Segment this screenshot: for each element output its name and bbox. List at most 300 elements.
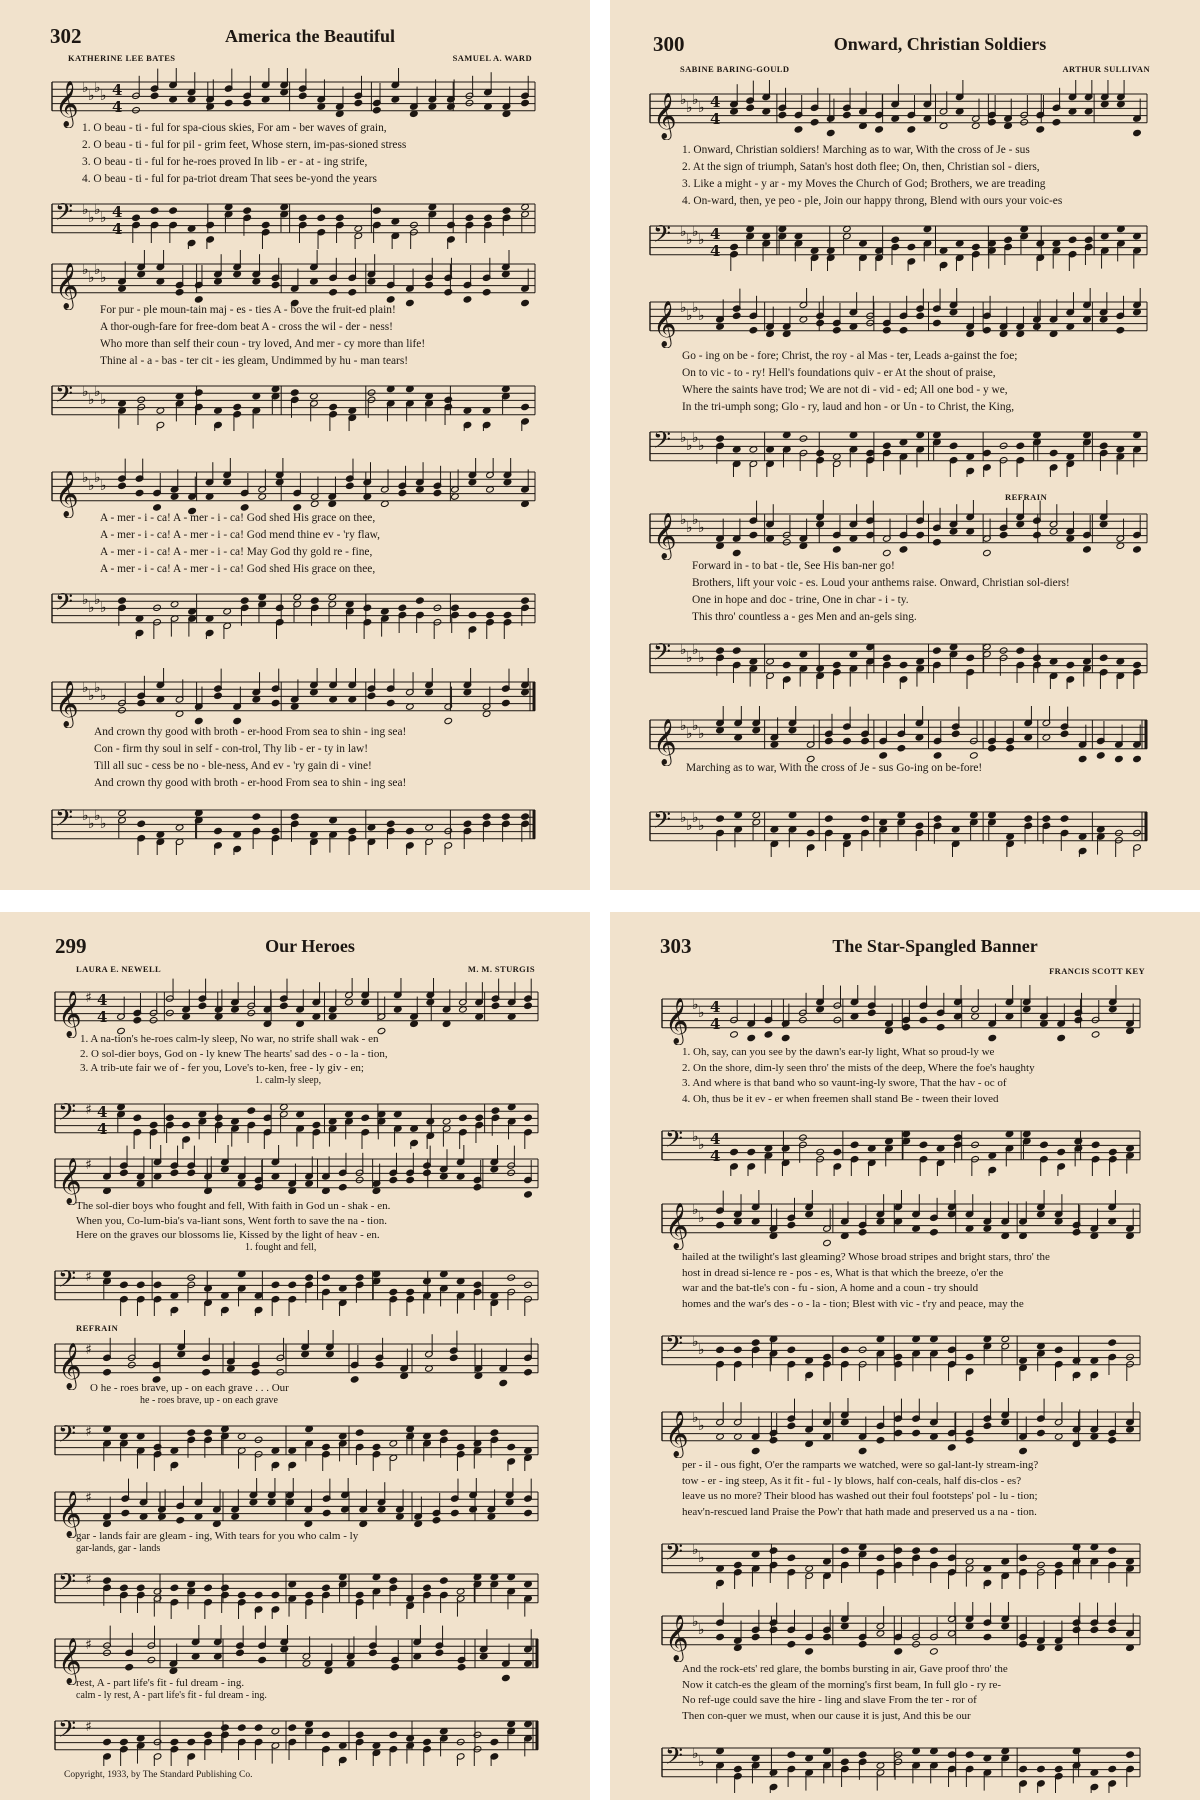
note-head [502, 207, 511, 214]
music-staff [0, 250, 545, 310]
hymn-title: Onward, Christian Soldiers [833, 34, 1047, 54]
note-head [276, 1369, 285, 1376]
flat-icon: ♭ [692, 1410, 699, 1426]
note-head [490, 1429, 499, 1436]
music-staff [590, 1117, 1150, 1177]
note-head [1099, 442, 1108, 449]
note-head [389, 1176, 398, 1183]
flat-icon: ♭ [100, 270, 107, 286]
note-head [787, 1641, 796, 1648]
note-head [491, 1107, 500, 1114]
bass-clef-icon: 𝄢 [58, 1715, 77, 1748]
note-head [1033, 531, 1042, 538]
note-head [507, 1274, 516, 1281]
note-head [194, 389, 203, 396]
note-head [463, 296, 472, 303]
note-head [423, 1738, 432, 1745]
lyric-line: 2. On the shore, dim-ly seen thro' the mists of the deep, Where the foe's haughty [682, 1061, 1035, 1074]
note-head [781, 1034, 790, 1041]
note-head [916, 531, 925, 538]
hymn-title: The Star-Spangled Banner [832, 936, 1038, 956]
flat-icon: ♭ [692, 718, 699, 734]
note-head [833, 1016, 842, 1023]
lyric-line: And crown thy good with broth - er-hood From sea to shin - ing sea! [94, 726, 407, 738]
note-head [983, 549, 992, 556]
flat-icon: ♭ [686, 818, 693, 834]
music-staff [0, 1560, 548, 1620]
flat-icon: ♭ [94, 470, 101, 486]
note-head [346, 482, 355, 489]
bass-clef-icon: 𝄢 [58, 1265, 77, 1298]
note-head [310, 597, 319, 604]
note-head [149, 1121, 158, 1128]
flat-icon: ♭ [82, 680, 89, 696]
note-head [355, 1731, 364, 1738]
hymn-number: 299 [55, 934, 87, 958]
note-head [118, 482, 127, 489]
note-head [716, 1633, 725, 1640]
note-head [915, 822, 924, 829]
music-staff [0, 1707, 548, 1767]
note-head [524, 1114, 533, 1121]
note-head [127, 1361, 136, 1368]
flat-icon: ♭ [686, 650, 693, 666]
note-head [499, 1379, 508, 1386]
note-head [1115, 829, 1124, 836]
note-head [372, 1443, 381, 1450]
flat-icon: ♭ [94, 80, 101, 96]
note-head [858, 1346, 867, 1353]
note-head [1126, 1751, 1135, 1758]
note-head [423, 1169, 432, 1176]
time-signature: 4 [710, 1146, 721, 1165]
lyric-line: Till all suc - cess be no - ble-ness, And ev - 'ry gain di - vine! [94, 760, 372, 772]
lyric-line: A thor-ough-fare for free-dom beat A - cross the wil - der - ness! [100, 321, 393, 333]
note-head [778, 111, 787, 118]
note-head [746, 104, 755, 111]
note-head [1054, 1765, 1063, 1772]
lyric-line: This thro' countless a - ges Men and an-gels sing. [692, 611, 917, 623]
note-head [716, 1221, 725, 1228]
note-head [965, 1437, 974, 1444]
note-head [769, 1626, 778, 1633]
note-head [444, 396, 453, 403]
note-head [329, 289, 338, 296]
note-head [734, 1561, 743, 1568]
lyric-line: The sol-dier boys who fought and fell, With faith in God un - shak - en. [76, 1200, 391, 1212]
note-head [258, 1656, 267, 1663]
note-head [1042, 815, 1051, 822]
note-head [254, 1436, 263, 1443]
note-head [875, 126, 884, 133]
note-head [965, 1751, 974, 1758]
lyric-line: rest, A - part life's fit - ful dream - ing. [76, 1677, 245, 1689]
lyric-line: gar - lands fair are gleam - ing, With tears for you who calm - ly [76, 1530, 359, 1542]
note-head [132, 214, 141, 221]
note-head [988, 745, 997, 752]
note-head [1108, 1626, 1117, 1633]
flat-icon: ♭ [680, 224, 687, 240]
note-head [214, 1114, 223, 1121]
note-head [1116, 327, 1125, 334]
note-head [876, 1437, 885, 1444]
note-head [204, 1731, 213, 1738]
note-head [823, 1353, 832, 1360]
note-head [348, 827, 357, 834]
note-head [988, 1034, 997, 1041]
note-head [243, 99, 252, 106]
note-head [1040, 1141, 1049, 1148]
treble-clef-icon: 𝄞 [58, 1342, 82, 1389]
bass-clef-icon: 𝄢 [55, 198, 74, 231]
note-head [1133, 829, 1142, 836]
note-head [954, 1134, 963, 1141]
treble-clef-icon: 𝄞 [55, 680, 79, 727]
note-head [794, 126, 803, 133]
music-credit: ARTHUR SULLIVAN [1062, 64, 1150, 74]
note-head [971, 1141, 980, 1148]
note-head [166, 1009, 175, 1016]
flat-icon: ♭ [698, 650, 705, 666]
music-staff [590, 1322, 1150, 1382]
treble-clef-icon: 𝄞 [653, 300, 677, 347]
music-staff [0, 1257, 548, 1317]
note-head [747, 1034, 756, 1041]
note-head [858, 1447, 867, 1454]
note-head [355, 1429, 364, 1436]
note-head [947, 1346, 956, 1353]
bass-clef-icon: 𝄢 [58, 1568, 77, 1601]
time-signature: 4 [112, 203, 123, 221]
music-credit: M. M. STURGIS [467, 964, 535, 974]
bass-clef-icon: 𝄢 [58, 1098, 77, 1131]
note-head [389, 1577, 398, 1584]
note-head [861, 737, 870, 744]
music-staff [0, 1090, 548, 1150]
flat-icon: ♭ [686, 100, 693, 116]
flat-icon: ♭ [94, 592, 101, 608]
note-head [271, 281, 280, 288]
note-head [999, 531, 1008, 538]
note-head [983, 1422, 992, 1429]
note-head [933, 815, 942, 822]
lyric-line: 3. Like a might - y ar - my Moves the Church of God; Brothers, we are treading [682, 178, 1046, 190]
flat-icon: ♭ [698, 1754, 705, 1770]
flat-icon: ♭ [692, 1202, 699, 1218]
flat-icon: ♭ [88, 816, 95, 832]
note-head [198, 1002, 207, 1009]
note-head [305, 1591, 314, 1598]
note-head [970, 752, 979, 759]
flat-icon: ♭ [692, 997, 699, 1013]
note-head [799, 1134, 808, 1141]
note-head [782, 661, 791, 668]
flat-icon: ♭ [94, 202, 101, 218]
note-head [322, 1509, 331, 1516]
note-head [187, 1169, 196, 1176]
note-head [1108, 1339, 1117, 1346]
flat-icon: ♭ [692, 1129, 699, 1145]
note-head [137, 820, 146, 827]
words-credit: SABINE BARING-GOULD [680, 64, 790, 74]
note-head [133, 1017, 142, 1024]
flat-icon: ♭ [680, 718, 687, 734]
note-head [861, 815, 870, 822]
lyric-line: One in hope and doc - trine, One in char - i - ty. [692, 594, 909, 606]
note-head [1019, 1554, 1028, 1561]
note-head [524, 1002, 533, 1009]
flat-icon: ♭ [88, 392, 95, 408]
note-head [1033, 654, 1042, 661]
bass-clef-icon: 𝄢 [55, 380, 74, 413]
note-head [280, 1002, 289, 1009]
flat-icon: ♭ [100, 600, 107, 616]
lyric-line: 2. At the sign of triumph, Satan's host doth flee; On, then, Christian sol - diers, [682, 161, 1040, 173]
note-head [254, 1591, 263, 1598]
note-head [912, 1547, 921, 1554]
note-head [502, 1674, 511, 1681]
flat-icon: ♭ [100, 478, 107, 494]
flat-icon: ♭ [88, 688, 95, 704]
flat-icon: ♭ [88, 210, 95, 226]
sharp-icon: ♯ [85, 1424, 92, 1440]
note-head [367, 692, 376, 699]
note-head [187, 1738, 196, 1745]
lyric-line: 2. O sol-dier boys, God on - ly knew The hearts' sad des - o - la - tion, [80, 1047, 388, 1060]
note-head [444, 289, 453, 296]
note-head [240, 597, 249, 604]
note-head [799, 435, 808, 442]
note-head [221, 1724, 230, 1731]
note-head [810, 119, 819, 126]
note-head [263, 1114, 272, 1121]
flat-icon: ♭ [698, 100, 705, 116]
note-head [1049, 449, 1058, 456]
note-head [1072, 1626, 1081, 1633]
note-head [169, 207, 178, 214]
lyric-line: A - mer - i - ca! A - mer - i - ca! God shed His grace on thee, [100, 512, 376, 524]
music-staff [0, 1145, 548, 1205]
note-head [825, 737, 834, 744]
flat-icon: ♭ [698, 1550, 705, 1566]
note-head [1133, 661, 1142, 668]
flat-icon: ♭ [692, 92, 699, 108]
note-head [1066, 661, 1075, 668]
note-head [716, 815, 725, 822]
time-signature: 4 [710, 93, 721, 111]
note-head [1020, 119, 1029, 126]
note-head [214, 827, 223, 834]
note-head [1016, 647, 1025, 654]
note-head [456, 1738, 465, 1745]
flat-icon: ♭ [692, 642, 699, 658]
flat-icon: ♭ [686, 726, 693, 742]
music-staff [590, 288, 1157, 348]
sharp-icon: ♯ [85, 1342, 92, 1358]
note-head [907, 243, 916, 250]
note-head [816, 1148, 825, 1155]
flat-icon: ♭ [692, 512, 699, 528]
note-head [247, 1009, 256, 1016]
note-head [866, 531, 875, 538]
note-head [1037, 1561, 1046, 1568]
note-head [716, 647, 725, 654]
note-head [1060, 730, 1069, 737]
lyric-line: 1. A na-tion's he-roes calm-ly sleep, No war, no strife shall wak - en [80, 1033, 379, 1045]
note-head [350, 1376, 359, 1383]
note-head [120, 1584, 129, 1591]
note-head [883, 442, 892, 449]
sharp-icon: ♯ [85, 1637, 92, 1653]
note-head [120, 1169, 129, 1176]
time-signature: 4 [710, 225, 721, 243]
note-head [322, 1731, 331, 1738]
lyric-line: 2. O beau - ti - ful for pil - grim feet, Whose stern, im-pas-sioned stress [82, 139, 407, 151]
note-head [1072, 1229, 1081, 1236]
bass-clef-icon: 𝄢 [665, 1330, 684, 1363]
lyric-line: per - il - ous fight, O'er the ramparts we watched, were so gal-lant-ly stream-ing? [682, 1459, 1039, 1471]
note-head [204, 1584, 213, 1591]
music-credit: SAMUEL A. WARD [452, 53, 532, 63]
note-head [999, 442, 1008, 449]
time-signature: 4 [97, 1103, 108, 1121]
note-head [136, 1281, 145, 1288]
note-head [983, 327, 992, 334]
note-head [858, 1751, 867, 1758]
time-signature: 4 [710, 1014, 721, 1033]
note-head [988, 119, 997, 126]
note-head [965, 1353, 974, 1360]
flat-icon: ♭ [698, 1622, 705, 1638]
note-head [749, 531, 758, 538]
note-head [416, 597, 425, 604]
note-head [473, 1731, 482, 1738]
note-head [947, 1751, 956, 1758]
note-head [730, 1031, 739, 1038]
words-credit: FRANCIS SCOTT KEY [1049, 966, 1145, 976]
note-head [433, 604, 442, 611]
lyric-line: On to vic - to - ry! Hell's foundations quiv - er At the shout of praise, [682, 367, 996, 379]
note-head [521, 813, 530, 820]
note-head [120, 1281, 129, 1288]
lyric-line: hailed at the twilight's last gleaming? Whose broad stripes and bright stars, thro' the [682, 1251, 1050, 1263]
note-head [432, 1517, 441, 1524]
music-staff [0, 372, 545, 432]
sharp-icon: ♯ [85, 1102, 92, 1118]
note-head [787, 1751, 796, 1758]
flat-icon: ♭ [698, 438, 705, 454]
bass-clef-icon: 𝄢 [665, 1538, 684, 1571]
lyrics-block [692, 558, 1070, 626]
note-head [502, 813, 511, 820]
treble-clef-icon: 𝄞 [653, 92, 677, 139]
lyrics-block [94, 724, 406, 792]
note-head [261, 221, 270, 228]
note-head [1133, 129, 1142, 136]
note-head [894, 1751, 903, 1758]
lyrics-block [682, 142, 1062, 210]
note-head [930, 1648, 939, 1655]
music-staff [0, 580, 545, 640]
note-head [202, 1369, 211, 1376]
note-head [764, 1031, 773, 1038]
note-head [254, 1724, 263, 1731]
bass-clef-icon: 𝄢 [665, 1125, 684, 1158]
note-head [187, 1429, 196, 1436]
treble-clef-icon: 𝄞 [55, 262, 79, 309]
note-head [1024, 815, 1033, 822]
lyric-line: 3. And where is that band who so vaunt-ing-ly swore, That the hav - oc of [682, 1077, 1007, 1089]
note-head [373, 207, 382, 214]
note-head [951, 730, 960, 737]
treble-clef-icon: 𝄞 [58, 1157, 82, 1204]
words-credit: KATHERINE LEE BATES [68, 53, 176, 63]
note-head [1037, 1429, 1046, 1436]
note-head [133, 1114, 142, 1121]
time-signature: 4 [710, 109, 721, 128]
lyric-line: Here on the graves our blossoms lie, Kissed by the light of heav - en. [76, 1229, 380, 1241]
note-head [1036, 126, 1045, 133]
flat-icon: ♭ [692, 1746, 699, 1762]
lyrics-block [682, 1458, 1038, 1520]
note-head [1057, 1148, 1066, 1155]
note-head [832, 546, 841, 553]
lyric-line: 1. O beau - ti - ful for spa-cious skies, For am - ber waves of grain, [82, 122, 387, 134]
note-head [247, 1107, 256, 1114]
lyric-line: A - mer - i - ca! A - mer - i - ca! May God thy gold re - fine, [100, 546, 373, 558]
flat-icon: ♭ [88, 600, 95, 616]
note-head [916, 312, 925, 319]
note-head [153, 1281, 162, 1288]
note-head [1126, 1353, 1135, 1360]
note-head [132, 107, 141, 114]
flat-icon: ♭ [88, 478, 95, 494]
note-head [936, 1024, 945, 1031]
bass-clef-icon: 𝄢 [55, 588, 74, 621]
flat-icon: ♭ [100, 816, 107, 832]
lyric-line: 4. O beau - ti - ful for pa-triot dream That sees be-yond the years [82, 173, 377, 185]
lyric-line: O he - roes brave, up - on each grave . . . Our [90, 1382, 289, 1394]
note-head [1006, 745, 1015, 752]
hymn-299-page [0, 890, 590, 1800]
music-staff [0, 796, 545, 856]
note-head [799, 1016, 808, 1023]
note-head [1109, 1148, 1118, 1155]
time-signature: 4 [97, 1007, 108, 1026]
note-head [406, 1288, 415, 1295]
note-head [322, 1274, 331, 1281]
note-head [1037, 1765, 1046, 1772]
music-staff [590, 630, 1157, 690]
note-head [237, 1591, 246, 1598]
note-head [221, 1584, 230, 1591]
flat-icon: ♭ [692, 1334, 699, 1350]
time-signature: 4 [710, 241, 721, 260]
note-head [463, 820, 472, 827]
lyric-line: homes and the war's des - o - la - tion; Blest with vic - t'ry and peace, may the [682, 1297, 1024, 1310]
music-staff [590, 1602, 1150, 1662]
note-head [224, 99, 233, 106]
note-head [897, 745, 906, 752]
note-head [524, 1369, 533, 1376]
note-head [473, 1184, 482, 1191]
note-head [841, 1346, 850, 1353]
treble-clef-icon: 𝄞 [58, 1490, 82, 1537]
note-head [782, 539, 791, 546]
note-head [118, 707, 127, 714]
music-staff [590, 798, 1157, 858]
note-head [947, 1554, 956, 1561]
